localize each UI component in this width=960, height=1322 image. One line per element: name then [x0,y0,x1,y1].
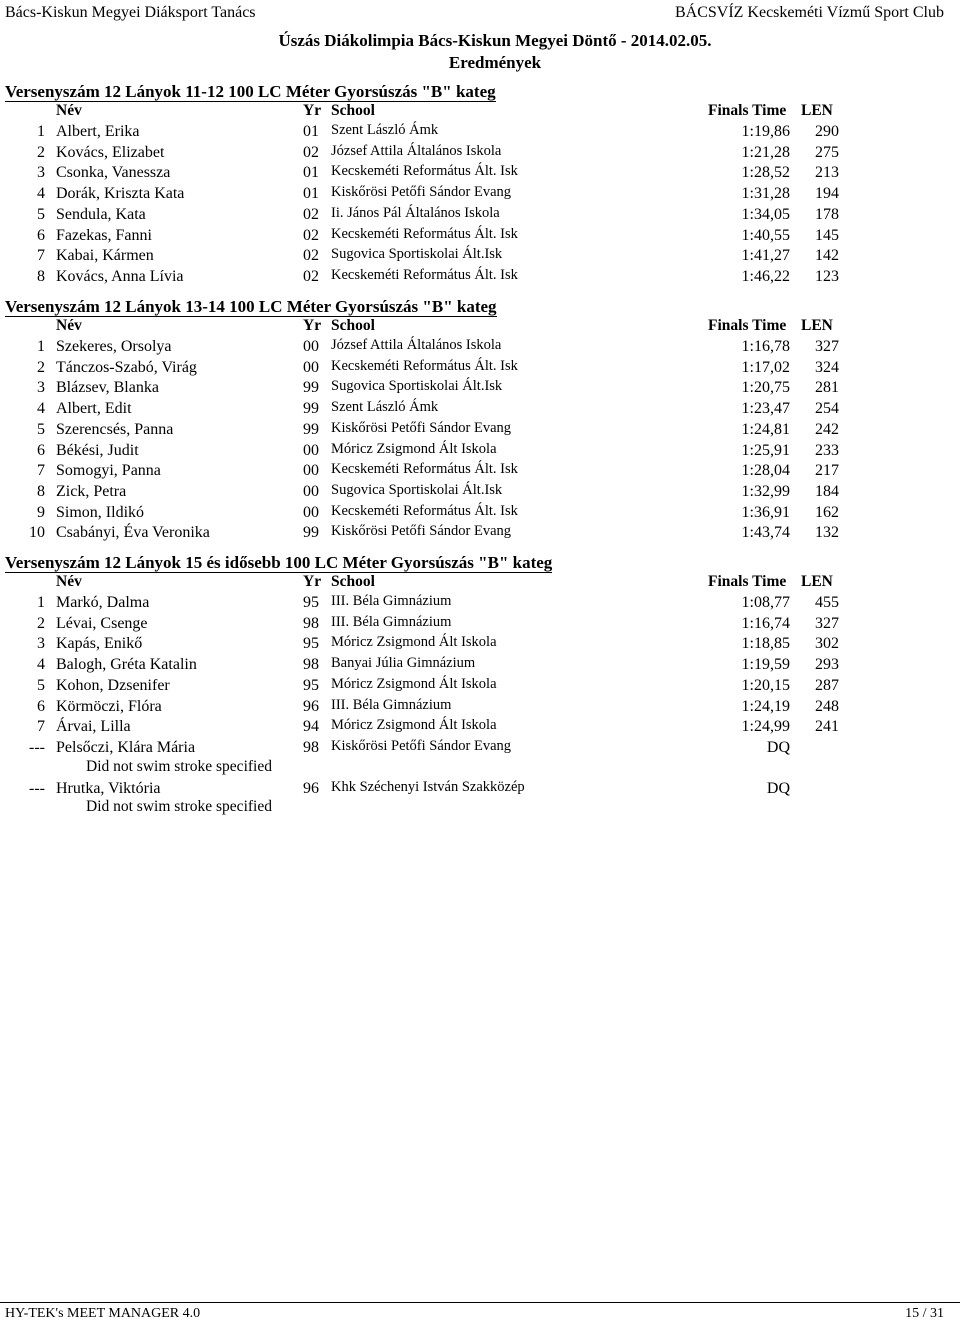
footer-divider [0,1302,960,1303]
place-cell: 6 [37,226,45,244]
dq-reason: Did not swim stroke specified [86,798,272,816]
finals-time: DQ [766,738,790,756]
birth-year: 01 [303,123,319,140]
school-name: Móricz Zsigmond Ált Iskola [331,634,497,651]
finals-time: 1:16,78 [741,338,790,355]
place-cell: 2 [37,358,45,376]
swimmer-name: Csabányi, Éva Veronika [56,524,210,542]
place-cell: --- [29,779,45,797]
len-points: 217 [815,462,839,480]
finals-time: 1:18,85 [741,635,790,653]
school-name: Móricz Zsigmond Ált Iskola [331,675,497,692]
school-name: Sugovica Sportiskolai Ált.Isk [331,246,503,263]
swimmer-name: Albert, Edit [56,400,132,418]
len-points: 184 [815,482,839,500]
result-row [0,268,960,289]
len-points: 455 [815,594,839,611]
birth-year: 02 [303,143,319,161]
result-row [0,400,960,421]
birth-year: 01 [303,164,319,182]
place-cell: 6 [37,441,45,459]
finals-time: 1:08,77 [741,594,790,611]
birth-year: 00 [303,441,319,459]
len-points: 213 [815,164,839,182]
result-row [0,677,960,698]
finals-time: 1:28,52 [741,164,790,182]
school-name: József Attila Általános Iskola [331,142,502,159]
finals-time: 1:36,91 [741,503,790,521]
school-name: Kiskőrösi Petőfi Sándor Evang [331,419,512,436]
result-row [0,144,960,165]
result-row [0,421,960,442]
birth-year: 02 [303,205,319,223]
finals-time: 1:19,86 [741,123,790,140]
column-header-len: LEN [801,102,833,119]
len-points: 324 [815,358,839,376]
column-header-school: School [331,317,375,334]
result-row [0,615,960,636]
birth-year: 95 [303,594,319,611]
swimmer-name: Somogyi, Panna [56,462,161,480]
result-row [0,483,960,504]
finals-time: 1:41,27 [741,247,790,265]
place-cell: 2 [37,614,45,632]
swimmer-name: Békési, Judit [56,441,139,459]
result-row [0,504,960,525]
footer-page-number: 15 / 31 [905,1306,944,1321]
result-row [0,338,960,359]
place-cell: 2 [37,143,45,161]
school-name: Kecskeméti Református Ált. Isk [331,461,518,478]
finals-time: 1:24,99 [741,718,790,736]
column-header-finals-time: Finals Time [708,573,787,590]
place-cell: 1 [37,594,45,611]
birth-year: 99 [303,524,319,542]
swimmer-name: Kovács, Elizabet [56,143,165,161]
len-points: 241 [815,718,839,736]
place-cell: 8 [37,482,45,500]
place-cell: 5 [37,205,45,223]
place-cell: 4 [37,656,45,674]
finals-time: DQ [766,779,790,797]
swimmer-name: Albert, Erika [56,123,140,140]
event-title: Versenyszám 12 Lányok 15 és idősebb 100 LC Méter Gyorsúszás "B" kateg [5,553,553,572]
finals-time: 1:40,55 [741,226,790,244]
finals-time: 1:32,99 [741,482,790,500]
column-header-len: LEN [801,573,833,590]
column-header-yr: Yr [303,102,322,119]
birth-year: 99 [303,400,319,418]
place-cell: 7 [37,462,45,480]
swimmer-name: Csonka, Vanessza [56,164,171,182]
swimmer-name: Tánczos-Szabó, Virág [56,358,197,376]
swimmer-name: Fazekas, Fanni [56,226,152,244]
place-cell: 6 [37,697,45,715]
school-name: III. Béla Gimnázium [331,613,452,630]
finals-time: 1:31,28 [741,185,790,203]
place-cell: 3 [37,635,45,653]
len-points: 233 [815,441,839,459]
birth-year: 98 [303,738,319,756]
school-name: Kiskőrösi Petőfi Sándor Evang [331,737,512,754]
swimmer-name: Szerencsés, Panna [56,420,174,438]
column-header-name: Név [56,102,82,119]
event-title: Versenyszám 12 Lányok 13-14 100 LC Méter Gyorsúszás "B" kateg [5,297,497,316]
finals-time: 1:34,05 [741,205,790,223]
school-name: Kecskeméti Református Ált. Isk [331,357,518,374]
place-cell: 1 [37,123,45,140]
finals-time: 1:24,19 [741,697,790,715]
birth-year: 98 [303,614,319,632]
swimmer-name: Árvai, Lilla [56,718,131,736]
place-cell: 1 [37,338,45,355]
finals-time: 1:23,47 [741,400,790,418]
len-points: 194 [815,185,839,203]
len-points: 327 [815,338,839,355]
finals-time: 1:25,91 [741,441,790,459]
school-name: József Attila Általános Iskola [331,337,502,353]
school-name: Kecskeméti Református Ált. Isk [331,163,518,180]
result-row [0,185,960,206]
results-subtitle: Eredmények [448,53,542,72]
column-header-school: School [331,102,375,119]
swimmer-name: Körmöczi, Flóra [56,697,162,715]
school-name: Kecskeméti Református Ált. Isk [331,225,518,242]
header-left: Bács-Kiskun Megyei Diáksport Tanács [5,4,256,21]
column-header-yr: Yr [303,573,322,590]
event-title: Versenyszám 12 Lányok 11-12 100 LC Méter Gyorsúszás "B" kateg [5,82,496,101]
header-right: BÁCSVÍZ Kecskeméti Vízmű Sport Club [674,4,944,21]
result-row [0,164,960,185]
school-name: Szent László Ámk [331,122,439,138]
len-points: 145 [815,226,839,244]
school-name: Kecskeméti Református Ált. Isk [331,502,518,519]
school-name: Kecskeméti Református Ált. Isk [331,266,518,283]
result-row [0,462,960,483]
result-row [0,227,960,248]
school-name: III. Béla Gimnázium [331,696,452,713]
column-header-len: LEN [801,317,833,334]
len-points: 142 [815,247,839,265]
len-points: 248 [815,697,839,715]
swimmer-name: Kabai, Kármen [56,247,154,265]
birth-year: 01 [303,185,319,203]
birth-year: 95 [303,635,319,653]
birth-year: 96 [303,697,319,715]
swimmer-name: Simon, Ildikó [56,503,145,521]
swimmer-name: Markó, Dalma [56,594,150,611]
column-header-name: Név [56,573,82,590]
footer-software: HY-TEK's MEET MANAGER 4.0 [5,1306,201,1321]
len-points: 162 [815,503,839,521]
swimmer-name: Sendula, Kata [56,205,146,223]
place-cell: --- [29,738,45,756]
result-row [0,206,960,227]
finals-time: 1:21,28 [741,143,790,161]
result-row [0,656,960,677]
place-cell: 4 [37,185,45,203]
school-name: III. Béla Gimnázium [331,593,452,609]
dq-reason: Did not swim stroke specified [86,757,272,775]
meet-title: Úszás Diákolimpia Bács-Kiskun Megyei Döntő - 2014.02.05. [278,31,712,50]
birth-year: 00 [303,462,319,480]
birth-year: 98 [303,656,319,674]
len-points: 287 [815,676,839,694]
swimmer-name: Balogh, Gréta Katalin [56,656,197,674]
place-cell: 3 [37,164,45,182]
place-cell: 8 [37,267,45,285]
swimmer-name: Szekeres, Orsolya [56,338,172,355]
school-name: Sugovica Sportiskolai Ált.Isk [331,378,503,395]
column-header-yr: Yr [303,317,322,334]
swimmer-name: Zick, Petra [56,482,127,500]
swimmer-name: Blázsev, Blanka [56,379,159,397]
school-name: Kiskőrösi Petőfi Sándor Evang [331,523,512,540]
school-name: Banyai Júlia Gimnázium [331,655,476,672]
result-row [0,594,960,615]
result-row [0,123,960,144]
place-cell: 4 [37,400,45,418]
len-points: 132 [815,524,839,542]
finals-time: 1:20,75 [741,379,790,397]
birth-year: 96 [303,779,319,797]
result-row [0,698,960,719]
len-points: 293 [815,656,839,674]
swimmer-name: Hrutka, Viktória [56,779,161,797]
finals-time: 1:28,04 [741,462,790,480]
place-cell: 7 [37,718,45,736]
school-name: Sugovica Sportiskolai Ált.Isk [331,481,503,498]
len-points: 281 [815,379,839,397]
place-cell: 7 [37,247,45,265]
birth-year: 00 [303,503,319,521]
result-row [0,247,960,268]
len-points: 275 [815,143,839,161]
birth-year: 94 [303,718,319,736]
finals-time: 1:17,02 [741,358,790,376]
result-row [0,359,960,380]
school-name: Khk Széchenyi István Szakközép [331,778,525,795]
column-header-name: Név [56,317,82,334]
birth-year: 00 [303,482,319,500]
school-name: Szent László Ámk [331,399,439,416]
finals-time: 1:24,81 [741,420,790,438]
len-points: 327 [815,614,839,632]
birth-year: 00 [303,358,319,376]
school-name: Móricz Zsigmond Ált Iskola [331,440,497,457]
swimmer-name: Kohon, Dzsenifer [56,676,170,694]
swimmer-name: Lévai, Csenge [56,614,148,632]
result-row [0,718,960,739]
birth-year: 99 [303,379,319,397]
len-points: 123 [815,267,839,285]
place-cell: 5 [37,420,45,438]
birth-year: 00 [303,338,319,355]
len-points: 254 [815,400,839,418]
place-cell: 5 [37,676,45,694]
finals-time: 1:46,22 [741,267,790,285]
len-points: 290 [815,123,839,140]
birth-year: 02 [303,267,319,285]
finals-time: 1:20,15 [741,676,790,694]
place-cell: 10 [29,524,45,542]
len-points: 242 [815,420,839,438]
swimmer-name: Dorák, Kriszta Kata [56,185,185,203]
place-cell: 3 [37,379,45,397]
finals-time: 1:16,74 [741,614,790,632]
school-name: Móricz Zsigmond Ált Iskola [331,717,497,734]
result-row [0,442,960,463]
birth-year: 95 [303,676,319,694]
column-header-finals-time: Finals Time [708,102,787,119]
len-points: 302 [815,635,839,653]
swimmer-name: Kovács, Anna Lívia [56,267,184,285]
swimmer-name: Pelsőczi, Klára Mária [56,738,196,756]
swimmer-name: Kapás, Enikő [56,635,143,653]
birth-year: 99 [303,420,319,438]
result-row [0,379,960,400]
len-points: 178 [815,205,839,223]
column-header-finals-time: Finals Time [708,317,787,334]
school-name: Ii. János Pál Általános Iskola [331,204,500,221]
birth-year: 02 [303,247,319,265]
birth-year: 02 [303,226,319,244]
finals-time: 1:19,59 [741,656,790,674]
place-cell: 9 [37,503,45,521]
result-row [0,524,960,545]
column-header-school: School [331,573,375,590]
school-name: Kiskőrösi Petőfi Sándor Evang [331,184,512,201]
result-row [0,635,960,656]
finals-time: 1:43,74 [741,524,790,542]
